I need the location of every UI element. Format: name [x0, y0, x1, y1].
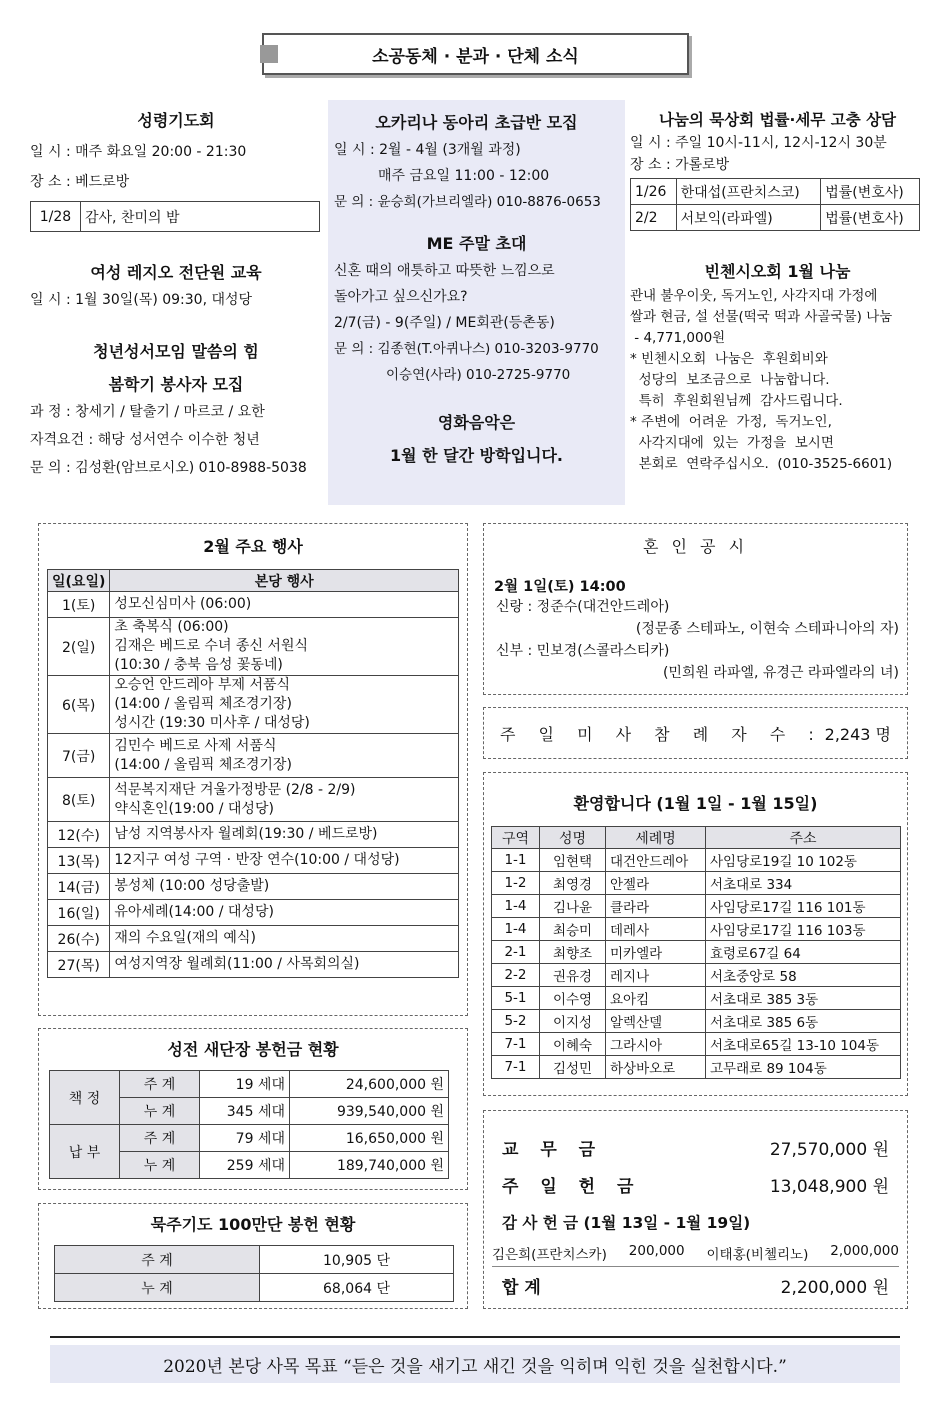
welcome-row: [492, 895, 901, 918]
welcome-cell: 요아킴: [606, 987, 706, 1010]
offering-kind: 주 계: [120, 1125, 200, 1152]
event-line: 약식혼인(19:00 / 대성당): [114, 800, 274, 817]
wedding-bride-parents: (민희원 라파엘, 유경근 라파엘라의 녀): [662, 665, 899, 681]
welcome-cell: 서초대로 385 6동: [706, 1010, 901, 1033]
welcome-cell: 데레사: [606, 918, 706, 941]
event-day: 2(일): [48, 618, 110, 676]
event-day: 26(수): [48, 926, 110, 952]
welcome-cell: 이혜숙: [540, 1033, 606, 1056]
event-row: [48, 618, 459, 676]
thanks-row: [492, 1243, 899, 1267]
welcome-cell: 임현택: [540, 849, 606, 872]
event-detail: [110, 900, 459, 926]
me-line-1: 신혼 때의 애틋하고 따뜻한 느낌으로: [334, 263, 555, 279]
welcome-cell: 사임당로19길 10 102동: [706, 849, 901, 872]
me-title: ME 주말 초대: [426, 234, 527, 253]
rosary-value: 68,064 단: [260, 1274, 454, 1302]
youth-contact: 문 의 : 김성환(암브로시오) 010-8988-5038: [30, 460, 307, 476]
event-detail: [110, 618, 459, 676]
event-line: 유아세례(14:00 / 대성당): [114, 904, 274, 920]
thanks-amount-2: 2,000,000: [830, 1243, 899, 1259]
film-line-2: 1월 한 달간 방학입니다.: [389, 446, 564, 465]
finance-box: [483, 1110, 908, 1309]
education-fee-label: 교 무 금: [502, 1140, 604, 1160]
event-day: 27(목): [48, 952, 110, 978]
event-line: 김재은 베드로 수녀 종신 서원식: [114, 638, 308, 654]
prayer-place: 장 소 : 베드로방: [30, 174, 130, 190]
rosary-table: [54, 1245, 454, 1302]
offering-households: 259 세대: [200, 1152, 290, 1179]
offering-kind: 누 계: [120, 1152, 200, 1179]
prayer-title: 성령기도회: [137, 111, 215, 130]
event-line: 석문복지재단 겨울가정방문 (2/8 - 2/9): [114, 781, 356, 798]
youth-title-1: 청년성서모임 말씀의 힘: [93, 342, 259, 361]
consult-name: 한대섭(프란치스코): [676, 179, 821, 205]
welcome-row: [492, 872, 901, 895]
welcome-cell: 1-4: [492, 895, 540, 918]
welcome-head: 세례명: [606, 827, 706, 849]
consult-name: 서보익(라파엘): [676, 205, 821, 231]
event-row: [48, 952, 459, 978]
offering-paid-label: 납 부: [50, 1125, 120, 1179]
welcome-cell: 이수영: [540, 987, 606, 1010]
wedding-bride: 신부 : 민보경(스콜라스티카): [496, 643, 670, 659]
rosary-value: 10,905 단: [260, 1246, 454, 1274]
welcome-box: [483, 772, 908, 1096]
event-row: [48, 592, 459, 618]
consult-date: 2/2: [631, 205, 677, 231]
welcome-cell: 7-1: [492, 1056, 540, 1079]
thanks-name-2: 이태홍(비첼리노): [706, 1247, 809, 1263]
welcome-cell: 고무래로 89 104동: [706, 1056, 901, 1079]
event-row: [48, 676, 459, 734]
wedding-date: 2월 1일(토) 14:00: [494, 579, 626, 595]
sunday-offering-label: 주 일 헌 금: [502, 1177, 642, 1197]
consult-place: 장 소 : 가롤로방: [630, 157, 730, 173]
events-box: [38, 523, 468, 1016]
me-line-3: 2/7(금) - 9(주일) / ME회관(등촌동): [334, 315, 555, 331]
welcome-cell: 사임당로17길 116 103동: [706, 918, 901, 941]
welcome-cell: 최승미: [540, 918, 606, 941]
me-line-2: 돌아가고 싶으신가요?: [334, 289, 468, 305]
attendance-label: 주 일 미 사 참 례 자 수 :: [500, 724, 823, 744]
event-line: 초 축복식 (06:00): [114, 619, 229, 635]
event-line: 재의 수요일(재의 예식): [114, 930, 256, 946]
event-line: 오승언 안드레아 부제 서품식: [114, 677, 291, 693]
welcome-row: [492, 849, 901, 872]
welcome-cell: 서초대로65길 13-10 104동: [706, 1033, 901, 1056]
welcome-cell: 이지성: [540, 1010, 606, 1033]
event-detail: [110, 592, 459, 618]
consult-date: 1/26: [631, 179, 677, 205]
event-day: 16(일): [48, 900, 110, 926]
offering-box: [38, 1028, 468, 1190]
vincent-line: 성당의 보조금으로 나눔합니다.: [630, 372, 830, 388]
event-line: 성모신심미사 (06:00): [114, 596, 252, 612]
event-detail: [110, 734, 459, 778]
event-detail: [110, 778, 459, 822]
event-line: 12지구 여성 구역 · 반장 연수(10:00 / 대성당): [114, 852, 400, 868]
thanks-name-1: 김은희(프란치스카): [492, 1247, 607, 1263]
welcome-cell: 5-2: [492, 1010, 540, 1033]
prayer-table: [30, 201, 320, 232]
event-day: 8(토): [48, 778, 110, 822]
consult-title: 나눔의 묵상회 법률·세무 고충 상담: [658, 111, 897, 129]
title-square-icon: [260, 45, 278, 63]
thanks-total-label: 합 계: [502, 1278, 541, 1298]
offering-kind: 주 계: [120, 1071, 200, 1098]
sunday-offering-row: [502, 1172, 889, 1197]
offering-amount: 16,650,000 원: [290, 1125, 449, 1152]
event-row: [48, 848, 459, 874]
welcome-cell: 김성민: [540, 1056, 606, 1079]
event-day: 12(수): [48, 822, 110, 848]
event-day: 14(금): [48, 874, 110, 900]
youth-title-2: 봄학기 봉사자 모집: [108, 375, 244, 394]
offering-pledge-label: 책 정: [50, 1071, 120, 1125]
welcome-title: 환영합니다 (1월 1일 - 1월 15일): [573, 794, 818, 813]
column-right: [630, 100, 925, 505]
attendance-box: [483, 707, 908, 759]
footer-text: 2020년 본당 사목 목표 “듣은 것을 새기고 새긴 것을 익히며 익힌 것을 실천합시다.”: [163, 1356, 787, 1377]
welcome-cell: 서초대로 385 3동: [706, 987, 901, 1010]
event-line: (14:00 / 올림픽 체조경기장): [114, 696, 292, 712]
column-left: [30, 100, 322, 505]
vincent-line: 쌀과 현금, 설 선물(떡국 떡과 사골국물) 나눔: [630, 309, 893, 325]
vincent-title: 빈첸시오회 1월 나눔: [704, 262, 851, 281]
offering-households: 345 세대: [200, 1098, 290, 1125]
welcome-cell: 김나윤: [540, 895, 606, 918]
thanks-title: 감 사 헌 금 (1월 13일 - 1월 19일): [502, 1214, 751, 1232]
offering-table: [49, 1070, 449, 1179]
legio-title: 여성 레지오 전단원 교육: [90, 263, 262, 282]
rosary-box: [38, 1203, 468, 1309]
legio-time: 일 시 : 1월 30일(목) 09:30, 대성당: [30, 292, 253, 308]
education-fee-value: 27,570,000 원: [769, 1140, 889, 1160]
welcome-cell: 권유경: [540, 964, 606, 987]
welcome-cell: 서초중앙로 58: [706, 964, 901, 987]
youth-course: 과 정 : 창세기 / 탈출기 / 마르코 / 요한: [30, 404, 265, 420]
welcome-cell: 사임당로17길 116 101동: [706, 895, 901, 918]
event-line: 여성지역장 월례회(11:00 / 사목회의실): [114, 956, 360, 972]
footer-divider: [50, 1336, 900, 1338]
welcome-cell: 클라라: [606, 895, 706, 918]
welcome-cell: 미카엘라: [606, 941, 706, 964]
ocarina-time-2: 매주 금요일 11:00 - 12:00: [378, 168, 550, 184]
event-line: 성시간 (19:30 미사후 / 대성당): [114, 715, 310, 731]
attendance-value: 2,243 명: [824, 724, 891, 744]
event-row: [48, 900, 459, 926]
welcome-cell: 그라시아: [606, 1033, 706, 1056]
event-day: 1(토): [48, 592, 110, 618]
event-detail: [110, 676, 459, 734]
welcome-row: [492, 918, 901, 941]
prayer-time: 일 시 : 매주 화요일 20:00 - 21:30: [30, 144, 247, 160]
vincent-line: 특히 후원회원님께 감사드립니다.: [630, 393, 843, 409]
vincent-line: 관내 불우이웃, 독거노인, 사각지대 가정에: [630, 288, 878, 304]
event-detail: [110, 822, 459, 848]
event-detail: [110, 952, 459, 978]
offering-amount: 24,600,000 원: [290, 1071, 449, 1098]
event-row: [48, 874, 459, 900]
wedding-groom: 신랑 : 정준수(대건안드레아): [496, 599, 670, 615]
column-middle: [328, 100, 625, 505]
thanks-total-row: [502, 1273, 889, 1298]
event-day: 6(목): [48, 676, 110, 734]
offering-households: 79 세대: [200, 1125, 290, 1152]
welcome-cell: 최향조: [540, 941, 606, 964]
event-line: (10:30 / 충북 음성 꽃동네): [114, 657, 283, 673]
offering-title: 성전 새단장 봉헌금 현황: [167, 1040, 339, 1059]
event-row: [48, 734, 459, 778]
welcome-row: [492, 1033, 901, 1056]
welcome-cell: 최영경: [540, 872, 606, 895]
wedding-box: [483, 523, 908, 695]
welcome-cell: 하상바오로: [606, 1056, 706, 1079]
ocarina-contact: 문 의 : 윤승희(가브리엘라) 010-8876-0653: [334, 194, 601, 210]
me-line-5: 이승연(사라) 010-2725-9770: [386, 367, 571, 383]
welcome-cell: 대건안드레아: [606, 849, 706, 872]
prayer-date: 1/28: [31, 202, 81, 232]
thanks-amount-1: 200,000: [628, 1243, 685, 1259]
offering-amount: 189,740,000 원: [290, 1152, 449, 1179]
welcome-cell: 레지나: [606, 964, 706, 987]
consult-table: [630, 178, 920, 231]
welcome-cell: 1-1: [492, 849, 540, 872]
vincent-line: - 4,771,000원: [630, 330, 726, 346]
event-line: 김민수 베드로 사제 서품식: [114, 737, 277, 754]
welcome-head: 주소: [706, 827, 901, 849]
event-detail: [110, 874, 459, 900]
rosary-kind: 주 계: [55, 1246, 260, 1274]
welcome-cell: 1-4: [492, 918, 540, 941]
rosary-kind: 누 계: [55, 1274, 260, 1302]
footer-banner: [50, 1345, 900, 1383]
events-head-event: 본당 행사: [110, 570, 459, 592]
event-day: 7(금): [48, 734, 110, 778]
consult-time: 일 시 : 주일 10시-11시, 12시-12시 30분: [630, 135, 887, 151]
welcome-cell: 서초대로 334: [706, 872, 901, 895]
event-row: [48, 778, 459, 822]
offering-kind: 누 계: [120, 1098, 200, 1125]
ocarina-title: 오카리나 동아리 초급반 모집: [375, 113, 578, 132]
welcome-cell: 2-1: [492, 941, 540, 964]
vincent-line: * 빈첸시오회 나눔은 후원회비와: [630, 351, 828, 367]
event-detail: [110, 848, 459, 874]
event-detail: [110, 926, 459, 952]
events-head-day: 일(요일): [48, 570, 110, 592]
me-line-4: 문 의 : 김종현(T.아퀴나스) 010-3203-9770: [334, 341, 599, 357]
consult-type: 법률(변호사): [821, 205, 920, 231]
event-line: 남성 지역봉사자 월례회(19:30 / 베드로방): [114, 826, 378, 842]
welcome-head: 성명: [540, 827, 606, 849]
consult-type: 법률(변호사): [821, 179, 920, 205]
vincent-line: 본회로 연락주십시오. (010-3525-6601): [630, 456, 893, 472]
welcome-cell: 안젤라: [606, 872, 706, 895]
thanks-total-value: 2,200,000 원: [780, 1278, 889, 1298]
welcome-table: [491, 826, 901, 1079]
events-table: [47, 569, 459, 978]
ocarina-time-1: 일 시 : 2월 - 4월 (3개월 과정): [334, 142, 521, 158]
welcome-row: [492, 1056, 901, 1079]
vincent-body: [630, 286, 925, 475]
prayer-event: 감사, 찬미의 밤: [81, 202, 320, 232]
welcome-row: [492, 987, 901, 1010]
welcome-cell: 알렉산델: [606, 1010, 706, 1033]
event-day: 13(목): [48, 848, 110, 874]
event-line: 봉성체 (10:00 성당출발): [114, 878, 270, 894]
youth-requirement: 자격요건 : 해당 성서연수 이수한 청년: [30, 432, 260, 448]
welcome-cell: 7-1: [492, 1033, 540, 1056]
events-title: 2월 주요 행사: [203, 537, 303, 556]
welcome-row: [492, 1010, 901, 1033]
welcome-row: [492, 941, 901, 964]
vincent-line: * 주변에 어려운 가정, 독거노인,: [630, 414, 832, 430]
section-title-box: [262, 33, 689, 75]
welcome-cell: 1-2: [492, 872, 540, 895]
welcome-head: 구역: [492, 827, 540, 849]
section-title: 소공동체 · 분과 · 단체 소식: [372, 46, 579, 67]
welcome-cell: 2-2: [492, 964, 540, 987]
welcome-cell: 5-1: [492, 987, 540, 1010]
offering-households: 19 세대: [200, 1071, 290, 1098]
wedding-title: 혼 인 공 시: [642, 537, 749, 556]
event-line: (14:00 / 올림픽 체조경기장): [114, 756, 292, 773]
event-row: [48, 926, 459, 952]
rosary-title: 묵주기도 100만단 봉헌 현황: [150, 1215, 356, 1234]
offering-amount: 939,540,000 원: [290, 1098, 449, 1125]
education-fee-row: [502, 1135, 889, 1160]
event-row: [48, 822, 459, 848]
welcome-row: [492, 964, 901, 987]
vincent-line: 사각지대에 있는 가정을 보시면: [630, 435, 834, 451]
welcome-cell: 효령로67길 64: [706, 941, 901, 964]
sunday-offering-value: 13,048,900 원: [769, 1177, 889, 1197]
wedding-groom-parents: (정문종 스테파노, 이현숙 스테파니아의 자): [635, 621, 899, 637]
film-line-1: 영화음악은: [437, 413, 516, 432]
